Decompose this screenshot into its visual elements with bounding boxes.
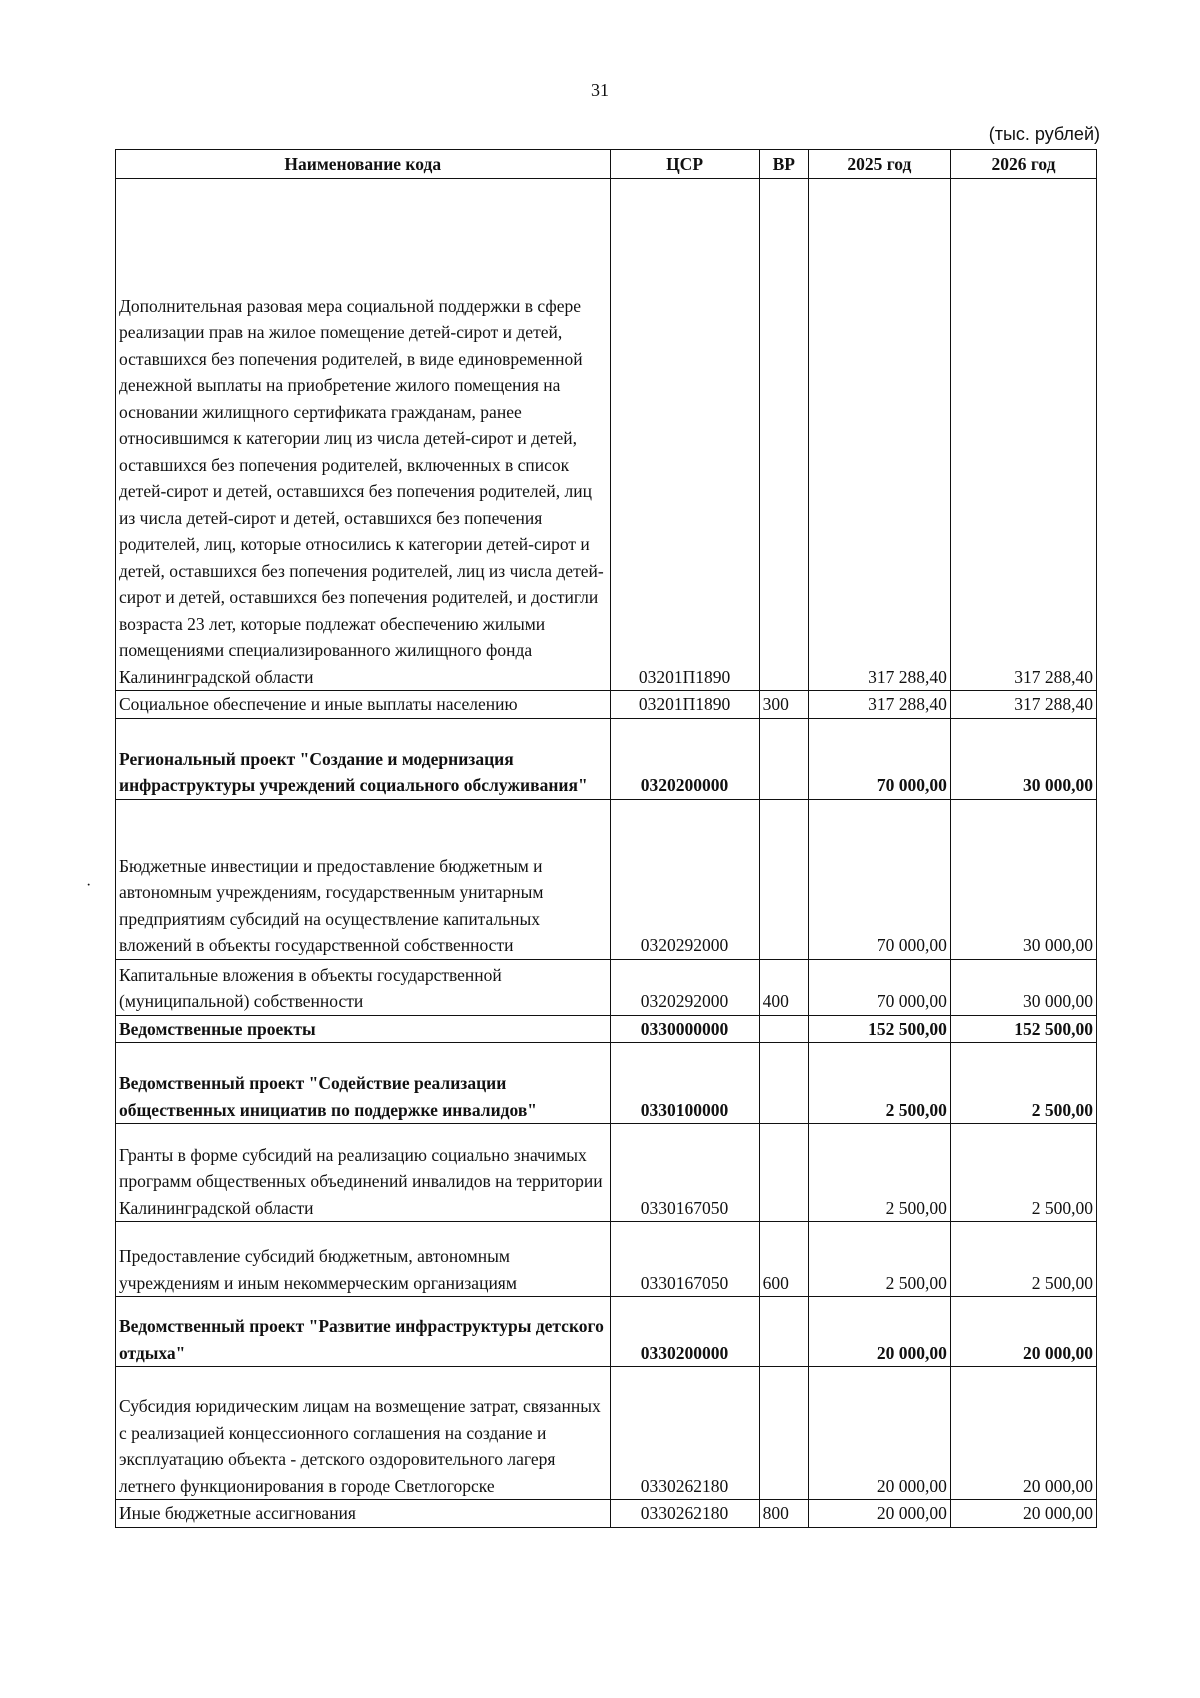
row-csr: 0320200000 [610, 718, 759, 799]
row-vr [759, 799, 808, 959]
row-name: Иные бюджетные ассигнования [116, 1500, 611, 1528]
row-vr [759, 718, 808, 799]
row-csr: 03201П1890 [610, 691, 759, 719]
row-csr: 0330200000 [610, 1297, 759, 1367]
row-2025: 2 500,00 [808, 1043, 950, 1124]
budget-table [115, 149, 1097, 1528]
row-name: Дополнительная разовая мера социальной поддержки в сфере реализации прав на жилое помещение детей-сирот и детей, оставшихся без попечения родителей, в виде единовременной денежной выплаты на приобретение жилого помещения на основании жилищного сертификата гражданам, ранее относившимся к категории лиц из числа детей-сирот и детей, оставшихся без попечения родителей, включенных в список детей-сирот и детей, оставшихся без попечения родителей, лиц из числа детей-сирот и детей, оставшихся без попечения родителей, лиц, которые относились к категории детей-сирот и детей, оставшихся без попечения родителей, лиц из числа детей-сирот и детей, оставшихся без попечения родителей, и достигли возраста 23 лет, которые подлежат обеспечению жилыми помещениями специализированного жилищного фонда Калининградской области [116, 179, 611, 691]
row-vr: 600 [759, 1222, 808, 1297]
row-2026: 2 500,00 [950, 1222, 1096, 1297]
row-name: Бюджетные инвестиции и предоставление бюджетным и автономным учреждениям, государственным унитарным предприятиям субсидий на осуществление капитальных вложений в объекты государственной собственности [116, 799, 611, 959]
row-2025: 2 500,00 [808, 1222, 950, 1297]
row-2026: 317 288,40 [950, 179, 1096, 691]
table-row [116, 1500, 1097, 1528]
row-csr: 0330000000 [610, 1015, 759, 1043]
row-2026: 30 000,00 [950, 959, 1096, 1015]
row-2025: 70 000,00 [808, 799, 950, 959]
table-header-row [116, 150, 1097, 179]
header-2025: 2025 год [808, 150, 950, 179]
row-2025: 152 500,00 [808, 1015, 950, 1043]
row-2026: 152 500,00 [950, 1015, 1096, 1043]
row-name: Ведомственные проекты [116, 1015, 611, 1043]
row-vr: 300 [759, 691, 808, 719]
table-row [116, 1297, 1097, 1367]
row-csr: 03201П1890 [610, 179, 759, 691]
row-vr [759, 1297, 808, 1367]
row-csr: 0330167050 [610, 1222, 759, 1297]
header-csr: ЦСР [610, 150, 759, 179]
row-vr [759, 1367, 808, 1500]
row-2026: 20 000,00 [950, 1500, 1096, 1528]
header-vr: ВР [759, 150, 808, 179]
row-vr: 400 [759, 959, 808, 1015]
table-row [116, 179, 1097, 691]
table-row [116, 1124, 1097, 1222]
row-2026: 20 000,00 [950, 1367, 1096, 1500]
row-2025: 70 000,00 [808, 718, 950, 799]
row-name: Ведомственный проект "Содействие реализации общественных инициатив по поддержке инвалидов" [116, 1043, 611, 1124]
row-name: Гранты в форме субсидий на реализацию социально значимых программ общественных объединений инвалидов на территории Калининградской области [116, 1124, 611, 1222]
row-csr: 0330262180 [610, 1367, 759, 1500]
row-vr [759, 179, 808, 691]
row-name: Ведомственный проект "Развитие инфраструктуры детского отдыха" [116, 1297, 611, 1367]
row-2026: 2 500,00 [950, 1124, 1096, 1222]
row-vr [759, 1124, 808, 1222]
table-row [116, 1367, 1097, 1500]
header-2026: 2026 год [950, 150, 1096, 179]
header-name: Наименование кода [116, 150, 611, 179]
row-name: Региональный проект "Создание и модернизация инфраструктуры учреждений социального обслуживания" [116, 718, 611, 799]
row-2026: 30 000,00 [950, 799, 1096, 959]
row-2025: 20 000,00 [808, 1367, 950, 1500]
page-number: 31 [591, 80, 609, 100]
margin-mark: · [86, 877, 92, 894]
row-2025: 20 000,00 [808, 1297, 950, 1367]
row-2026: 317 288,40 [950, 691, 1096, 719]
row-csr: 0320292000 [610, 799, 759, 959]
row-2026: 30 000,00 [950, 718, 1096, 799]
table-row [116, 1222, 1097, 1297]
table-row [116, 691, 1097, 719]
units-label: (тыс. рублей) [988, 124, 1100, 144]
row-name: Социальное обеспечение и иные выплаты населению [116, 691, 611, 719]
table-row [116, 718, 1097, 799]
row-csr: 0330100000 [610, 1043, 759, 1124]
row-name: Капитальные вложения в объекты государственной (муниципальной) собственности [116, 959, 611, 1015]
row-2025: 2 500,00 [808, 1124, 950, 1222]
table-row [116, 799, 1097, 959]
row-name: Субсидия юридическим лицам на возмещение затрат, связанных с реализацией концессионного соглашения на создание и эксплуатацию объекта - детского оздоровительного лагеря летнего функционирования в городе Светлогорске [116, 1367, 611, 1500]
row-csr: 0320292000 [610, 959, 759, 1015]
row-2025: 317 288,40 [808, 179, 950, 691]
table-row [116, 1015, 1097, 1043]
row-2026: 2 500,00 [950, 1043, 1096, 1124]
row-vr: 800 [759, 1500, 808, 1528]
row-vr [759, 1015, 808, 1043]
row-2025: 317 288,40 [808, 691, 950, 719]
row-csr: 0330262180 [610, 1500, 759, 1528]
row-2025: 20 000,00 [808, 1500, 950, 1528]
row-2025: 70 000,00 [808, 959, 950, 1015]
table-row [116, 1043, 1097, 1124]
row-vr [759, 1043, 808, 1124]
row-name: Предоставление субсидий бюджетным, автономным учреждениям и иным некоммерческим организациям [116, 1222, 611, 1297]
table-row [116, 959, 1097, 1015]
row-2026: 20 000,00 [950, 1297, 1096, 1367]
row-csr: 0330167050 [610, 1124, 759, 1222]
